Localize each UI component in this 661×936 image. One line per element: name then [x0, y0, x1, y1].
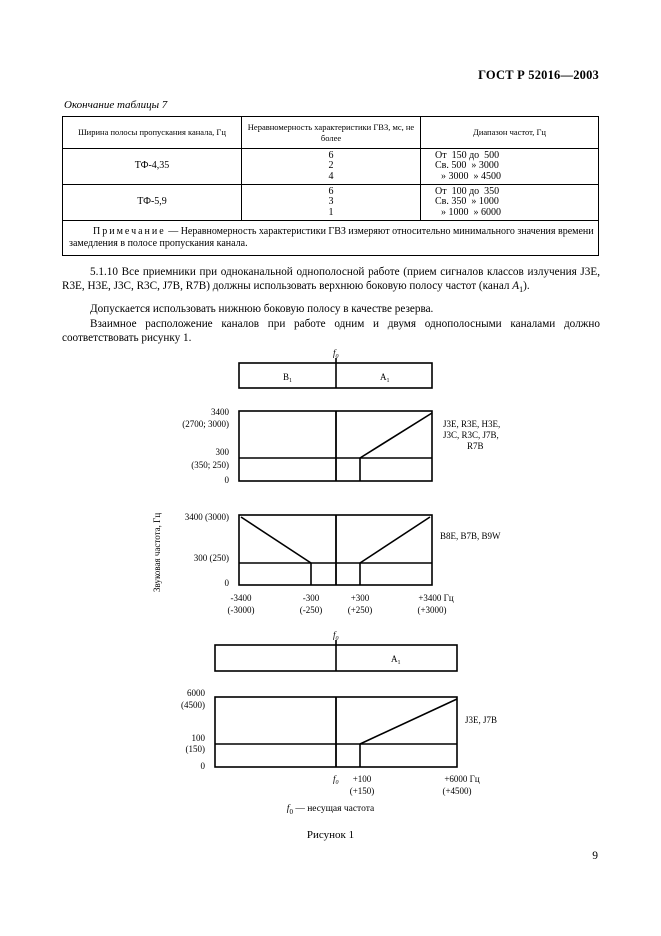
column-header: Неравномерность характеристики ГВЗ, мс, не более [242, 117, 421, 149]
frequency-range: От 100 до 350 [435, 185, 500, 197]
d3-y-top: 6000 [187, 688, 205, 698]
d3-x-tick-alt: (+150) [349, 786, 375, 796]
d3-y-zero: 0 [200, 761, 205, 771]
d2-y-top: 3400 (3000) [184, 512, 229, 522]
d3-x-tick: +6000 Гц [444, 774, 480, 784]
channel-name: ТФ-4,35 [63, 149, 242, 185]
gvz-value: 6 [328, 149, 334, 161]
carrier-label: $f_0$ [333, 348, 339, 360]
d1-classes: J3E, R3E, H3E, [443, 419, 501, 429]
d3-y-mid: 100 [191, 733, 205, 743]
band-a1: $A_1$ [391, 654, 401, 666]
figure-legend: $f_0$ — несущая частота [286, 804, 375, 816]
d2-y-axis-label: Звуковая частота, Гц [152, 512, 162, 592]
d1-y-mid: 300 [215, 447, 229, 457]
gvz-value: 1 [328, 206, 334, 218]
figure-caption: Рисунок 1 [306, 829, 355, 841]
note-text: — Неравномерность характеристики ГВЗ измеряют относительно минимального значения времени замедления в полосе пропускания канала. [69, 225, 594, 249]
carrier-label: $f_0$ [333, 630, 339, 642]
frequency-range: » 3000 » 4500 [441, 170, 501, 182]
column-header: Ширина полосы пропускания канала, Гц [63, 117, 242, 149]
d3-y-mid-alt: (150) [185, 744, 205, 754]
d2-x-tick-alt: (-250) [299, 605, 323, 615]
frequency-range: Св. 500 » 3000 [435, 160, 499, 172]
band-b1: $B_1$ [283, 372, 293, 384]
page-number: 9 [592, 850, 598, 862]
table-caption: Окончание таблицы 7 [64, 99, 168, 111]
d1-classes: R7B [467, 441, 484, 451]
d2-x-tick: -3400 [230, 593, 252, 603]
gvz-value: 2 [328, 160, 334, 172]
d3-x-tick: +100 [352, 774, 372, 784]
d2-x-tick: +3400 Гц [418, 593, 454, 603]
d1-y-zero: 0 [224, 475, 229, 485]
d2-y-mid: 300 (250) [193, 553, 229, 563]
d1-y-top-alt: (2700; 3000) [182, 419, 229, 429]
d2-x-tick-alt: (+3000) [417, 605, 447, 615]
paragraph-5-1-10: 5.1.10 Все приемники при одноканальной однополосной работе (прием сигналов классов излучения J3E, R3E, H3E, J3C, R3C, J7B, R7B) должны использовать верхнюю боковую полосу частот (канал $A_1$). [62, 266, 600, 295]
paragraph-figure-ref: Взаимное расположение каналов при работе одним и двумя однополосными каналами должно соответствовать рисунку 1. [62, 318, 600, 344]
d3-x-carrier: $f_0$ [333, 774, 339, 786]
d2-x-tick-alt: (+250) [347, 605, 373, 615]
d3-y-top-alt: (4500) [181, 700, 205, 710]
d1-y-top: 3400 [211, 407, 229, 417]
frequency-range: Св. 350 » 1000 [435, 196, 499, 208]
d1-classes: J3C, R3C, J7B, [443, 430, 499, 440]
d3-x-tick-alt: (+4500) [442, 786, 472, 796]
d2-classes: B8E, B7B, B9W [440, 531, 501, 541]
paragraph-reserve: Допускается использовать нижнюю боковую полосу в качестве резерва. [90, 303, 434, 315]
document-id: ГОСТ Р 52016—2003 [478, 68, 599, 82]
channel-name: ТФ-5,9 [63, 185, 242, 221]
d2-y-zero: 0 [224, 578, 229, 588]
column-header: Диапазон частот, Гц [421, 117, 599, 149]
d3-classes: J3E, J7B [465, 715, 498, 725]
gvz-value: 4 [328, 170, 334, 182]
note-label: Примечание [93, 225, 166, 237]
frequency-range: От 150 до 500 [435, 149, 500, 161]
frequency-range: » 1000 » 6000 [441, 206, 501, 218]
gvz-value: 3 [328, 196, 334, 208]
band-a1: $A_1$ [380, 372, 390, 384]
gvz-value: 6 [328, 185, 334, 197]
d1-y-mid-alt: (350; 250) [191, 460, 229, 470]
d2-x-tick: -300 [302, 593, 320, 603]
d2-x-tick-alt: (-3000) [227, 605, 255, 615]
d2-x-tick: +300 [350, 593, 370, 603]
